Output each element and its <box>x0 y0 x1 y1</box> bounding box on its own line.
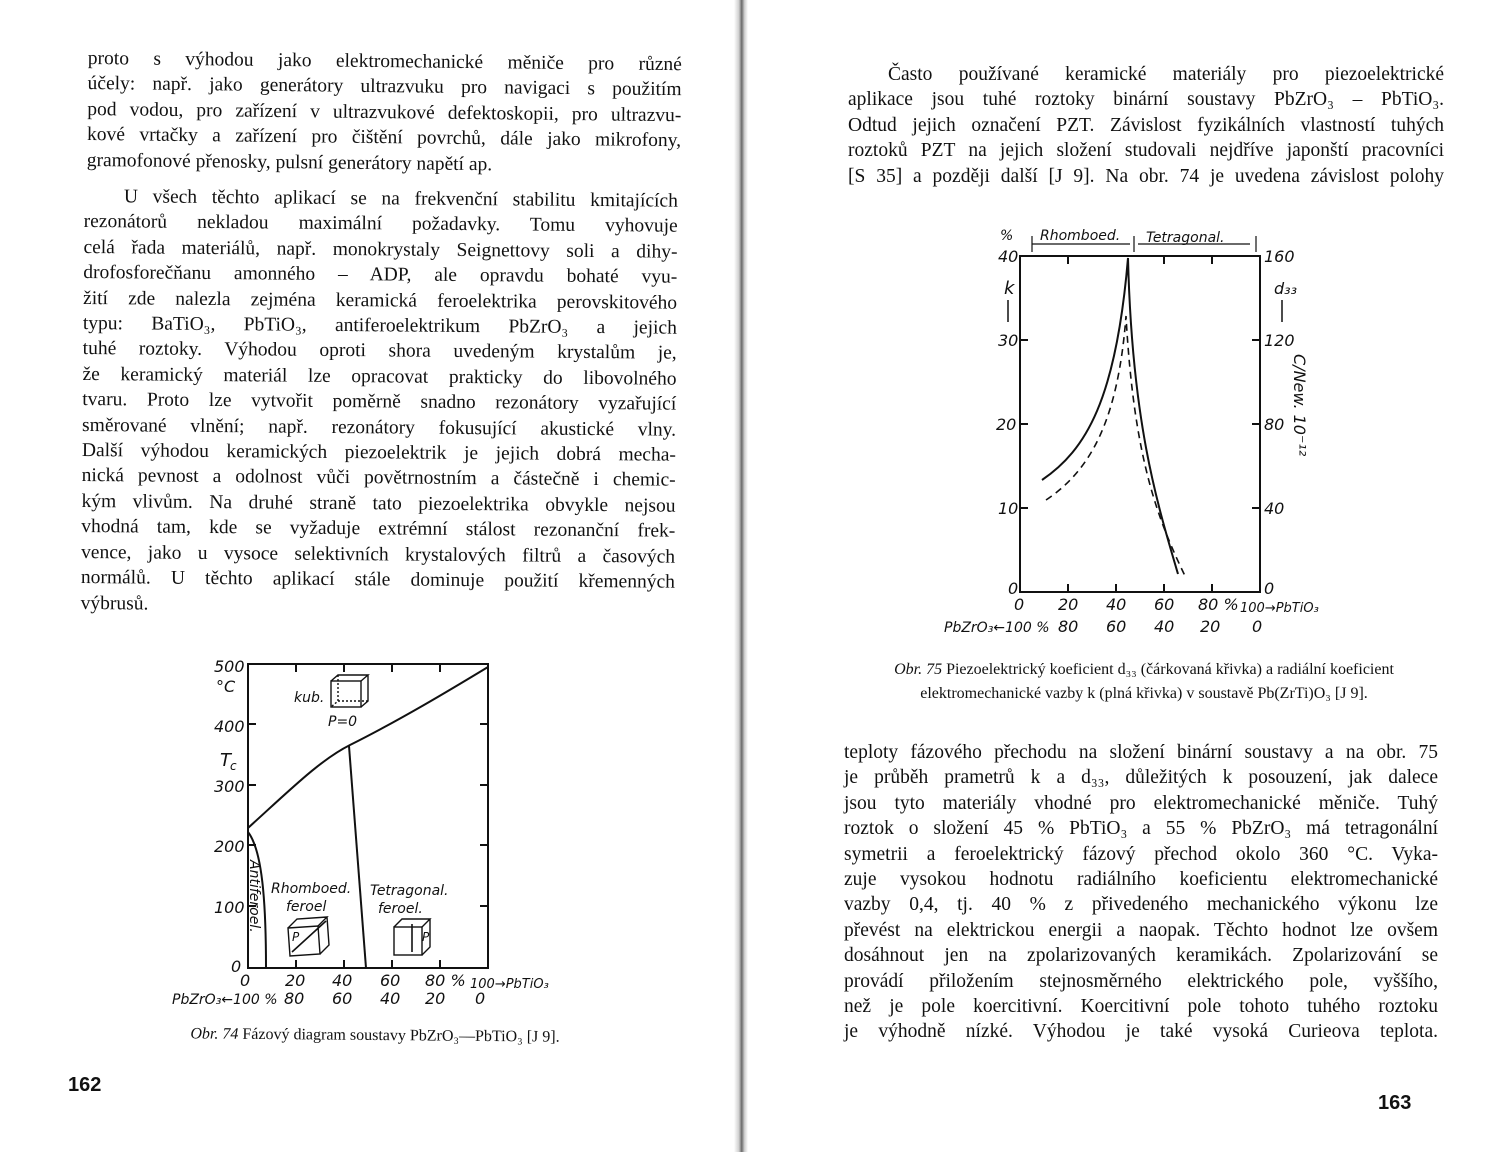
k-curve <box>1042 258 1178 574</box>
left-page <box>0 0 738 1152</box>
right-unit-label: C/New. 10⁻¹² <box>1290 354 1309 457</box>
region-label-rhombo: Rhomboed. <box>271 881 352 897</box>
x-tick-label: 80 <box>1058 617 1079 636</box>
text-line: U všech těchto aplikací se na frekvenční stabilitu kmitajících <box>123 186 678 212</box>
text-line: rezonátorů nekladou maximální požadavky. Tomu vyhovuje <box>83 211 678 238</box>
text-line: je výhodně nízké. Výhodou je také vysoká Curieova teplota. <box>844 1021 1438 1043</box>
text-line: tuhé roztoky. Výhodou oproti shora uvedeným krystalům je, <box>82 338 677 365</box>
x-tick-label: PbZrO₃←100 % <box>172 992 278 1008</box>
text-line: aplikace jsou tuhé roztoky binární soustavy PbZrO₃ – PbTiO₃. <box>848 89 1444 111</box>
x-tick-label: 80 % <box>425 971 466 990</box>
text-line: jsou tyto materiály vhodné pro elektromechanické měniče. Tuhý <box>844 792 1438 814</box>
x-tick-label: 0 <box>1014 595 1025 614</box>
text-line: drofosforečňanu amonného – ADP, ale opravdu bohaté vyu- <box>83 262 678 288</box>
cell-polarization-label: P <box>422 930 430 944</box>
figure-74-svg <box>0 0 738 1152</box>
right-tick-label: 40 <box>1264 499 1285 518</box>
x-tick-label: 0 <box>1252 617 1263 636</box>
x-tick-label: 20 <box>1200 617 1221 636</box>
region-label-antiferroel: Antiferoel. <box>246 860 262 933</box>
text-line: převést na elektrickou energii a naopak. Těchto hodnot lze ovšem <box>844 919 1438 941</box>
x-tick-label: 40 <box>1106 595 1127 614</box>
text-line: roztok o složení 45 % PbTiO₃ a 55 % PbZrO₃ má tetragonální <box>844 818 1438 840</box>
x-tick-label: 0 <box>475 989 486 1008</box>
morphotropic-boundary <box>349 746 366 968</box>
text-line: gramofonové přenosky, pulsní generátory napětí ap. <box>86 149 493 175</box>
left-tick-label: 20 <box>996 415 1017 434</box>
right-symbol-d33: d₃₃ <box>1274 279 1297 298</box>
text-line: než je pole koercitivní. Koercitivní pole tohoto tuhého roztoku <box>844 996 1438 1018</box>
text-line: zuje vysokou hodnotu radiálního koeficientu elektromechanické <box>844 869 1438 891</box>
text-line: Další výhodou keramických piezoelektrik je jejich dobrá mecha- <box>81 440 676 466</box>
caption-figure-label: Obr. 75 <box>894 661 943 678</box>
x-tick-label: 40 <box>380 989 401 1008</box>
text-line: dosáhnout jen na zpolarizovaných keramikách. Zpolarizování se <box>844 945 1438 967</box>
y-tick-label: 500 <box>214 657 245 676</box>
right-page <box>746 0 1506 1152</box>
text-line: symetrii a feroelektrický fázový přechod okolo 360 °C. Vyka- <box>844 843 1438 865</box>
d33-curve <box>1046 316 1186 578</box>
phase-label-tetra: Tetragonal. <box>1146 230 1225 246</box>
text-line: pod vodou, pro zařízení v ultrazvukové defektoskopii, pro ultrazvu- <box>87 98 682 127</box>
left-unit-label: % <box>1000 228 1014 244</box>
text-line: roztoků PZT na jejich složení studovali nejdříve japonští pracovníci <box>848 140 1444 162</box>
text-line: směrované vlnění; např. rezonátory fokusující akustické vlny. <box>82 414 677 441</box>
left-symbol-k: k <box>1004 278 1015 299</box>
y-tick-label: 100 <box>214 898 245 917</box>
text-line: Často používané keramické materiály pro piezoelektrické <box>888 64 1444 85</box>
right-tick-label: 160 <box>1264 247 1295 266</box>
text-line: proto s výhodou jako elektromechanické měniče pro různé <box>87 47 682 76</box>
y-tick-label: 400 <box>214 717 245 736</box>
figure-74-caption <box>140 1022 610 1050</box>
phase-label-rhombo: Rhomboed. <box>1040 228 1121 244</box>
caption-text-line-1: Piezoelektrický koeficient d₃₃ (čárkovaná křivka) a radiální koeficient <box>946 661 1394 678</box>
figure-75-caption <box>844 658 1444 706</box>
caption-figure-label: Obr. 74 <box>190 1025 239 1043</box>
y-tick-label: 300 <box>214 777 245 796</box>
x-tick-label: 60 <box>380 971 401 990</box>
text-line: výbrusů. <box>80 592 149 615</box>
text-line: typu: BaTiO₃, PbTiO₃, antiferoelektrikum PbZrO₃ a jejich <box>82 313 677 339</box>
region-label-rhombo-feroel: feroel <box>286 899 327 915</box>
x-tick-label: 20 <box>1058 595 1079 614</box>
text-line: je průběh prametrů k a d₃₃, důležitých k posouzení, jak dalece <box>844 767 1438 789</box>
plot-frame <box>248 664 488 968</box>
x-tick-label: 60 <box>1154 595 1175 614</box>
right-tick-label: 0 <box>1264 579 1275 598</box>
left-tick-label: 0 <box>1008 579 1019 598</box>
text-line: Odtud jejich označení PZT. Závislost fyzikálních vlastností tuhých <box>848 114 1444 136</box>
text-line: teploty fázového přechodu na složení binární soustavy a na obr. 75 <box>844 742 1438 763</box>
text-line: kové vrtačky a zařízení pro čištění povrchů, dále jako mikrofony, <box>86 124 682 152</box>
x-tick-label: 100→PbTiO₃ <box>470 977 549 992</box>
text-line: účely: např. jako generátory ultrazvuku pro navigaci s použitím <box>87 73 682 101</box>
text-line: provádí přiložením stejnosměrného elektrického pole, vyššího, <box>844 970 1438 992</box>
region-label-cubic-p: P=0 <box>328 714 358 730</box>
text-line: normálů. U těchto aplikací stále dominuje použití křemenných <box>80 567 675 593</box>
region-label-tetra: Tetragonal. <box>370 883 449 899</box>
x-tick-label: 0 <box>240 971 251 990</box>
text-line: vhodná tam, kde se vyžaduje extrémní stálost rezonanční frek- <box>81 516 676 542</box>
text-line: že keramický materiál lze opracovat prakticky do libovolného <box>82 363 677 390</box>
text-line: kým vlivům. Na druhé straně tato piezoelektrika obvykle nejsou <box>81 490 676 517</box>
cell-polarization-label: P <box>292 930 300 944</box>
x-tick-label: 40 <box>1154 617 1175 636</box>
page-number: 163 <box>1378 1092 1412 1114</box>
right-tick-label: 120 <box>1264 331 1295 350</box>
x-tick-label: 20 <box>425 989 446 1008</box>
plot-frame <box>1020 256 1260 592</box>
caption-text-line-2: elektromechanické vazby k (plná křivka) v soustavě Pb(ZrTi)O₃ [J 9]. <box>920 685 1368 702</box>
region-label-tetra-feroel: feroel. <box>378 901 423 917</box>
text-line: tvaru. Proto lze vytvořit poměrně snadno rezonátory vyzařující <box>82 389 677 415</box>
x-tick-label: 80 % <box>1198 595 1239 614</box>
caption-text: Fázový diagram soustavy PbZrO₃—PbTiO₃ [J 9]. <box>242 1025 560 1046</box>
right-paragraph-2 <box>844 740 1438 1045</box>
left-tick-label: 10 <box>998 499 1019 518</box>
region-label-cubic: kub. <box>294 690 325 706</box>
x-tick-label: 80 <box>284 989 305 1008</box>
x-tick-label: 100→PbTiO₃ <box>1240 601 1319 616</box>
y-tick-label: 0 <box>231 957 242 976</box>
right-tick-label: 80 <box>1264 415 1285 434</box>
text-line: [S 35] a později další [J 9]. Na obr. 74 je uvedena závislost polohy <box>848 165 1444 187</box>
text-line: celá řada materiálů, např. monokrystaly Seignettovy soli a dihy- <box>83 236 678 263</box>
x-tick-label: 60 <box>332 989 353 1008</box>
y-unit-label: °C <box>216 677 236 696</box>
left-tick-label: 30 <box>998 331 1019 350</box>
y-symbol-sub: c <box>230 759 237 773</box>
text-line: nická pevnost a odolnost vůči povětrnostním a částečně i chemic- <box>81 465 676 492</box>
text-line: vence, jako u vysoce selektivních krystalových filtrů a časových <box>81 541 676 568</box>
x-tick-label: PbZrO₃←100 % <box>944 620 1050 636</box>
x-tick-label: 60 <box>1106 617 1127 636</box>
x-tick-label: 20 <box>285 971 306 990</box>
y-symbol: T <box>220 750 231 771</box>
page-number: 162 <box>68 1074 102 1096</box>
y-tick-label: 200 <box>214 837 245 856</box>
text-line: žití zde nalezla zejména keramická feroelektrika perovskitového <box>83 287 678 314</box>
left-tick-label: 40 <box>998 247 1019 266</box>
text-line: vazby 0,4, tj. 40 % z přivedeného mechanického výkonu lze <box>844 894 1438 916</box>
x-tick-label: 40 <box>332 971 353 990</box>
